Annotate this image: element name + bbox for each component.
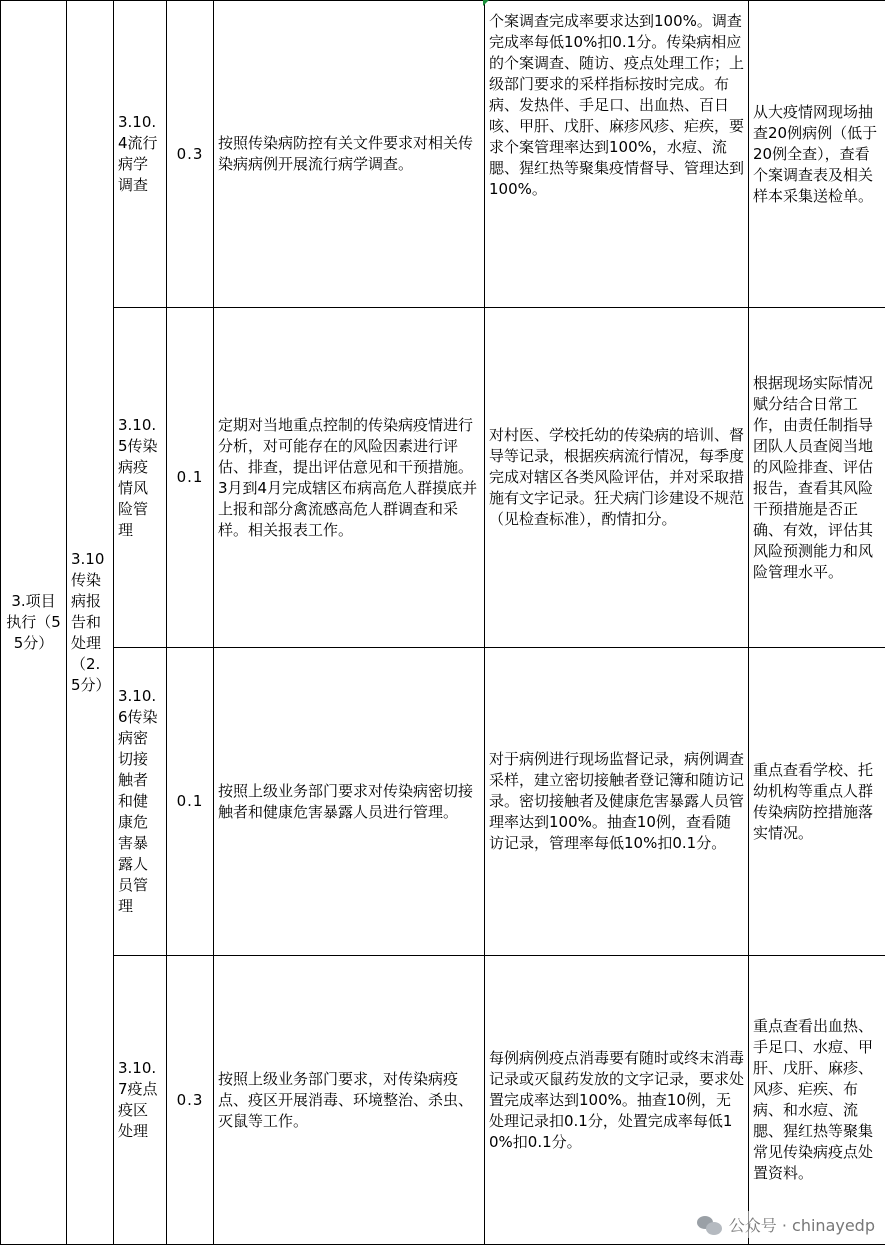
- cell-corner-marker: [483, 0, 489, 6]
- score-cell: [167, 308, 214, 648]
- item-cell: [114, 956, 167, 1245]
- method-cell: [749, 1, 885, 308]
- item-label: 3.10.6传染病密切接触者和健康危害暴露人员管理: [118, 687, 158, 915]
- score-value: 0.1: [177, 792, 204, 810]
- watermark-text: 公众号 · chinayedp: [729, 1213, 875, 1236]
- standard-text: 对村医、学校托幼的传染病的培训、督导等记录，根据疾病流行情况，每季度完成对辖区各类风险评估，并对采取措施有文字记录。狂犬病门诊建设不规范（见检查标准），酌情扣分。: [489, 426, 744, 528]
- table-row: [1, 648, 885, 956]
- score-cell: [167, 1, 214, 308]
- content-cell: [214, 648, 485, 956]
- content-text: 定期对当地重点控制的传染病疫情进行分析，对可能存在的风险因素进行评估、排查，提出评估意见和干预措施。3月到4月完成辖区布病高危人群摸底并上报和部分禽流感高危人群调查和采样。相关报表工作。: [218, 416, 477, 539]
- content-cell: [214, 1, 485, 308]
- table-row: [1, 1, 885, 308]
- item-label: 3.10.7疫点疫区处理: [118, 1059, 158, 1140]
- method-text: 从大疫情网现场抽查20例病例（低于20例全查），查看个案调查表及相关样本采集送检单。: [753, 103, 877, 205]
- content-text: 按照上级业务部门要求，对传染病疫点、疫区开展消毒、环境整治、杀虫、灭鼠等工作。: [218, 1070, 473, 1130]
- score-value: 0.1: [177, 468, 204, 486]
- standard-cell: [485, 648, 749, 956]
- method-cell: [749, 308, 885, 648]
- table-row: [1, 308, 885, 648]
- level1-cell: [1, 1, 67, 1245]
- level2-label: 3.10传染病报告和处理（2.5分）: [71, 550, 111, 694]
- content-text: 按照上级业务部门要求对传染病密切接触者和健康危害暴露人员进行管理。: [218, 782, 473, 821]
- wechat-icon: [697, 1214, 723, 1236]
- method-text: 根据现场实际情况赋分结合日常工作，由责任制指导团队人员查阅当地的风险排查、评估报告，查看其风险干预措施是否正确、有效，评估其风险预测能力和风险管理水平。: [753, 374, 873, 581]
- watermark: [693, 1211, 879, 1238]
- content-text: 按照传染病防控有关文件要求对相关传染病病例开展流行病学调查。: [218, 134, 473, 173]
- standard-text: 对于病例进行现场监督记录，病例调查采样，建立密切接触者登记簿和随访记录。密切接触者及健康危害暴露人员管理率达到100%。抽查10例，查看随访记录，管理率每低10%扣0.1分。: [489, 750, 744, 852]
- standard-text: 个案调查完成率要求达到100%。调查完成率每低10%扣0.1分。传染病相应的个案调查、随访、疫点处理工作；上级部门要求的采样指标按时完成。布病、发热伴、手足口、出血热、百日咳、甲肝、戊肝、麻疹风疹、疟疾，要求个案管理率达到100%，水痘、流腮、猩红热等聚集疫情督导、管理达到100%。: [489, 12, 744, 198]
- standard-cell: [485, 308, 749, 648]
- item-cell: [114, 648, 167, 956]
- score-value: 0.3: [177, 145, 204, 163]
- item-cell: [114, 308, 167, 648]
- method-text: 重点查看学校、托幼机构等重点人群传染病防控措施落实情况。: [753, 761, 873, 842]
- content-cell: [214, 308, 485, 648]
- content-cell: [214, 956, 485, 1245]
- table-row: [1, 956, 885, 1245]
- level1-label: 3.项目执行（55分）: [6, 592, 61, 652]
- score-cell: [167, 648, 214, 956]
- method-text: 重点查看出血热、手足口、水痘、甲肝、戊肝、麻疹、风疹、疟疾、布病、和水痘、流腮、猩红热等聚集常见传染病疫点处置资料。: [753, 1017, 873, 1182]
- standard-cell: [485, 1, 749, 308]
- standard-cell: [485, 956, 749, 1245]
- method-cell: [749, 648, 885, 956]
- level2-cell: [67, 1, 114, 1245]
- score-cell: [167, 956, 214, 1245]
- standard-text: 每例病例疫点消毒要有随时或终末消毒记录或灭鼠药发放的文字记录，要求处置完成率达到100%。抽查10例，无处理记录扣0.1分，处置完成率每低10%扣0.1分。: [489, 1049, 744, 1151]
- item-label: 3.10.5传染病疫情风险管理: [118, 416, 158, 539]
- score-value: 0.3: [177, 1091, 204, 1109]
- method-cell: [749, 956, 885, 1245]
- item-label: 3.10.4流行病学调查: [118, 113, 158, 194]
- item-cell: [114, 1, 167, 308]
